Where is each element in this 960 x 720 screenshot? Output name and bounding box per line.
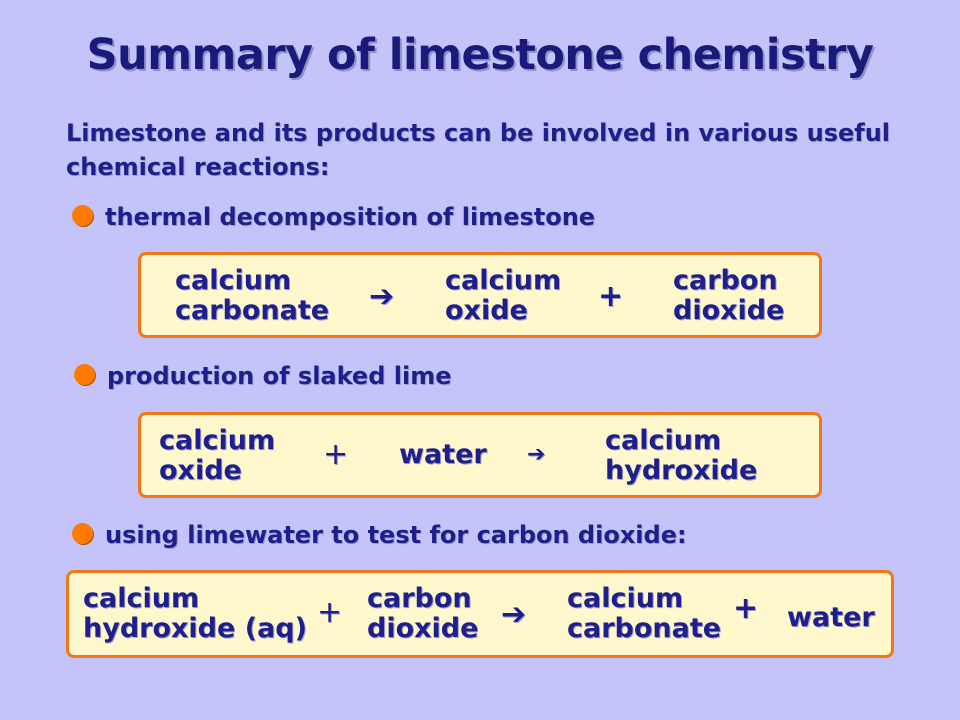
- plus-sign: +: [323, 437, 349, 472]
- bullet-thermal-decomposition: [72, 203, 595, 231]
- reaction-box-slaked-lime: [138, 412, 822, 498]
- reactant-line2: carbonate: [175, 295, 330, 326]
- plus-sign: +: [598, 279, 624, 314]
- reaction-box-limewater-test: [66, 570, 894, 658]
- reaction-box-thermal-decomposition: [138, 252, 822, 338]
- product1-line2: oxide: [445, 295, 528, 326]
- reactant1-line2: oxide: [159, 455, 242, 486]
- bullet-limewater-test: [72, 521, 687, 549]
- page-title: Summary of limestone chemistry: [86, 30, 874, 80]
- right-arrow-icon: ➔: [527, 442, 546, 467]
- reactant2: water: [399, 439, 487, 470]
- orange-dot-icon: [72, 205, 93, 226]
- right-arrow-icon: ➔: [501, 597, 527, 632]
- plus-sign: +: [317, 595, 343, 630]
- bullet-label: thermal decomposition of limestone: [105, 203, 596, 231]
- product2-line2: dioxide: [673, 295, 785, 326]
- reactant1-line1: calcium: [159, 425, 276, 456]
- reactant2-line2: dioxide: [367, 613, 479, 644]
- bullet-label: production of slaked lime: [107, 362, 452, 390]
- product1-line1: calcium: [567, 583, 684, 614]
- product2: water: [787, 602, 875, 633]
- product1-line2: carbonate: [567, 613, 722, 644]
- plus-sign: +: [733, 591, 759, 626]
- orange-dot-icon: [74, 364, 95, 385]
- right-arrow-icon: ➔: [369, 279, 395, 314]
- product-line1: calcium: [605, 425, 722, 456]
- orange-dot-icon: [72, 523, 93, 544]
- reactant1-line2: hydroxide (aq): [83, 613, 307, 644]
- product-line2: hydroxide: [605, 455, 758, 486]
- product1-line1: calcium: [445, 265, 562, 296]
- product2-line1: carbon: [673, 265, 778, 296]
- bullet-slaked-lime: [74, 362, 451, 390]
- reactant2-line1: carbon: [367, 583, 472, 614]
- reactant1-line1: calcium: [83, 583, 200, 614]
- reactant-line1: calcium: [175, 265, 292, 296]
- intro-text: Limestone and its products can be involved in various useful chemical reactions:: [66, 119, 891, 181]
- bullet-label: using limewater to test for carbon dioxide:: [105, 521, 687, 549]
